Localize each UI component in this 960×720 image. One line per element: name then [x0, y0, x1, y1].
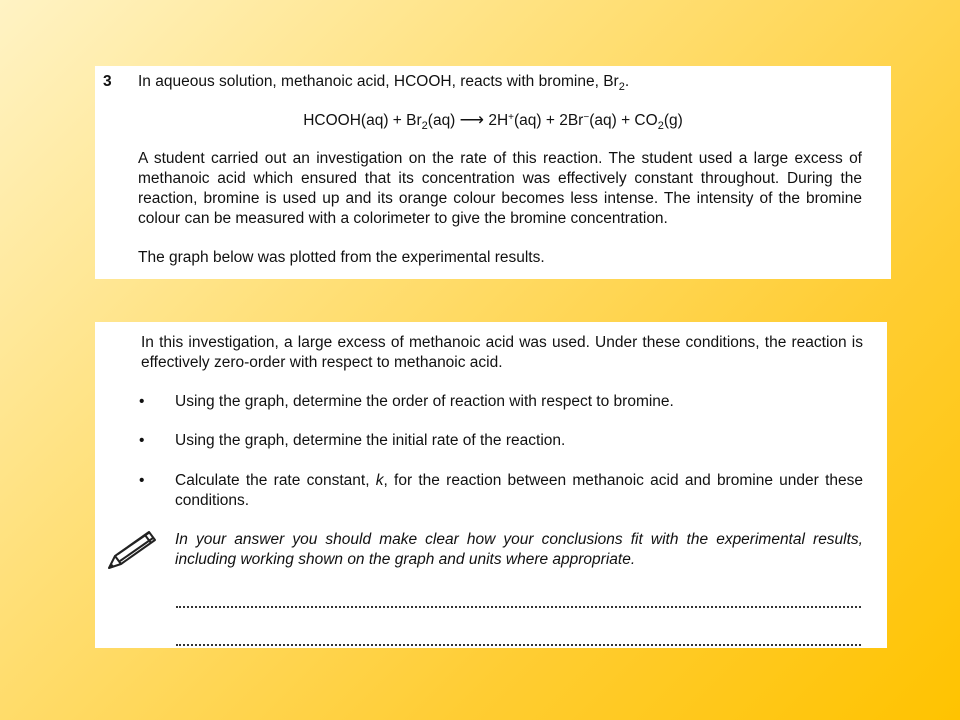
answer-line-1[interactable]: [176, 606, 861, 608]
investigation-paragraph: A student carried out an investigation on the rate of this reaction. The student used a large excess of methanoic acid which ensured that its concentration was effectively constant throughout. During the reaction, bromine is used up and its orange colour becomes less intense. The intensity of the bromine colour can be measured with a colorimeter to give the bromine concentration.: [138, 150, 862, 227]
pencil-icon: [105, 526, 159, 572]
question-number: 3: [103, 73, 112, 90]
bullet-2-text: Using the graph, determine the initial rate of the reaction.: [175, 432, 566, 449]
bullet-1-marker: •: [139, 393, 145, 410]
answer-instruction: In your answer you should make clear how your conclusions fit with the experimental results, including working shown on the graph and units where appropriate.: [175, 531, 863, 568]
chemical-equation: HCOOH(aq) + $Br_2(aq)$ ⟶ $2H^+(aq) + 2Br^-(aq) + CO_2(g)$: [303, 110, 683, 132]
bullet-2-marker: •: [139, 432, 145, 449]
answer-line-2[interactable]: [176, 644, 861, 646]
graph-note: The graph below was plotted from the experimental results.: [138, 249, 545, 266]
bullet-3-marker: •: [139, 472, 145, 489]
question-3-part-panel: [95, 322, 887, 648]
bullet-3-text: Calculate the rate constant, k, for the reaction between methanoic acid and bromine under these conditions.: [175, 472, 863, 509]
question-3-panel: [95, 66, 891, 279]
bullet-1-text: Using the graph, determine the order of reaction with respect to bromine.: [175, 393, 674, 410]
question-intro: In aqueous solution, methanoic acid, HCOOH, reacts with bromine, $Br_2$.: [138, 73, 630, 93]
reaction-arrow: ⟶: [459, 110, 485, 129]
conditions-paragraph: In this investigation, a large excess of methanoic acid was used. Under these conditions, the reaction is effectively zero-order with respect to methanoic acid.: [141, 334, 863, 371]
